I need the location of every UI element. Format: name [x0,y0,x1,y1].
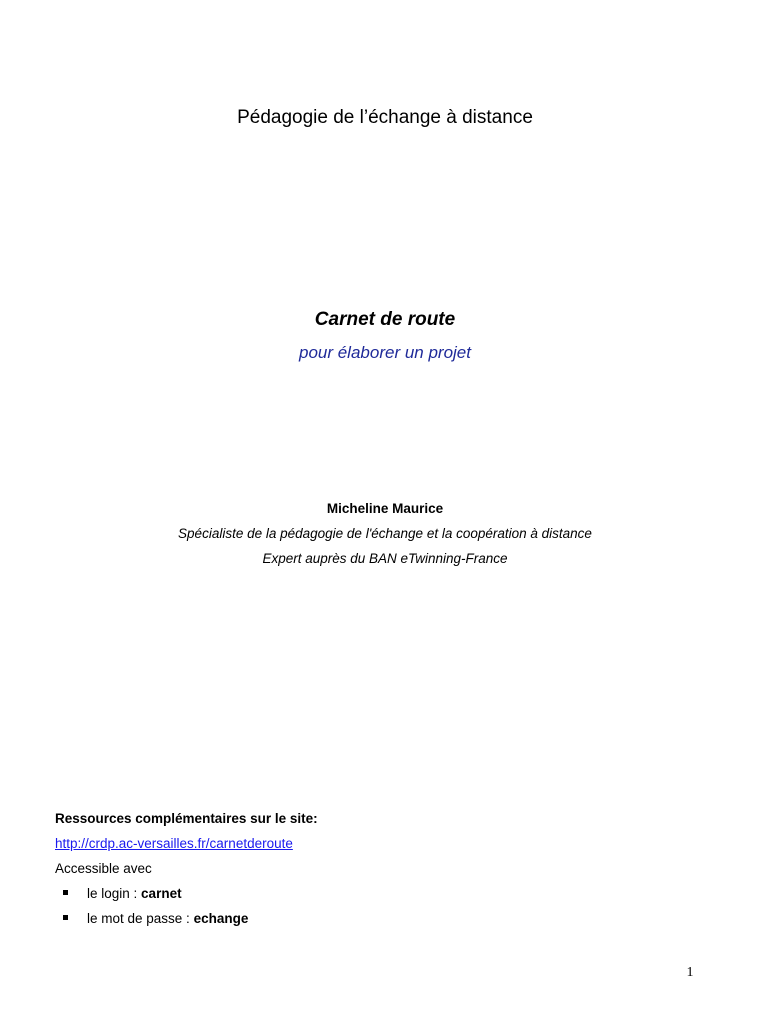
document-title: Carnet de route [314,309,456,330]
author-name: Micheline Maurice [326,501,444,516]
resources-heading: Ressources complémentaires sur le site: [55,811,318,826]
access-label: Accessible avec [55,861,152,876]
bullet-icon [63,890,68,895]
list-item-login [55,881,655,906]
password-value: echange [193,911,249,926]
credentials-list [55,881,655,931]
resources-link[interactable]: http://crdp.ac-versailles.fr/carnetderoute [55,836,293,851]
resources-section [55,806,655,931]
login-label: le login : [87,886,142,901]
page-number: 1 [686,965,694,980]
login-value: carnet [141,886,182,901]
author-role: Spécialiste de la pédagogie de l'échange et la coopération à distance [178,526,592,541]
header-title: Pédagogie de l’échange à distance [237,107,533,128]
author-role-secondary: Expert auprès du BAN eTwinning-France [262,551,508,566]
bullet-icon [63,915,68,920]
password-label: le mot de passe : [87,911,194,926]
document-subtitle: pour élaborer un projet [298,343,471,362]
list-item-password [55,906,655,931]
